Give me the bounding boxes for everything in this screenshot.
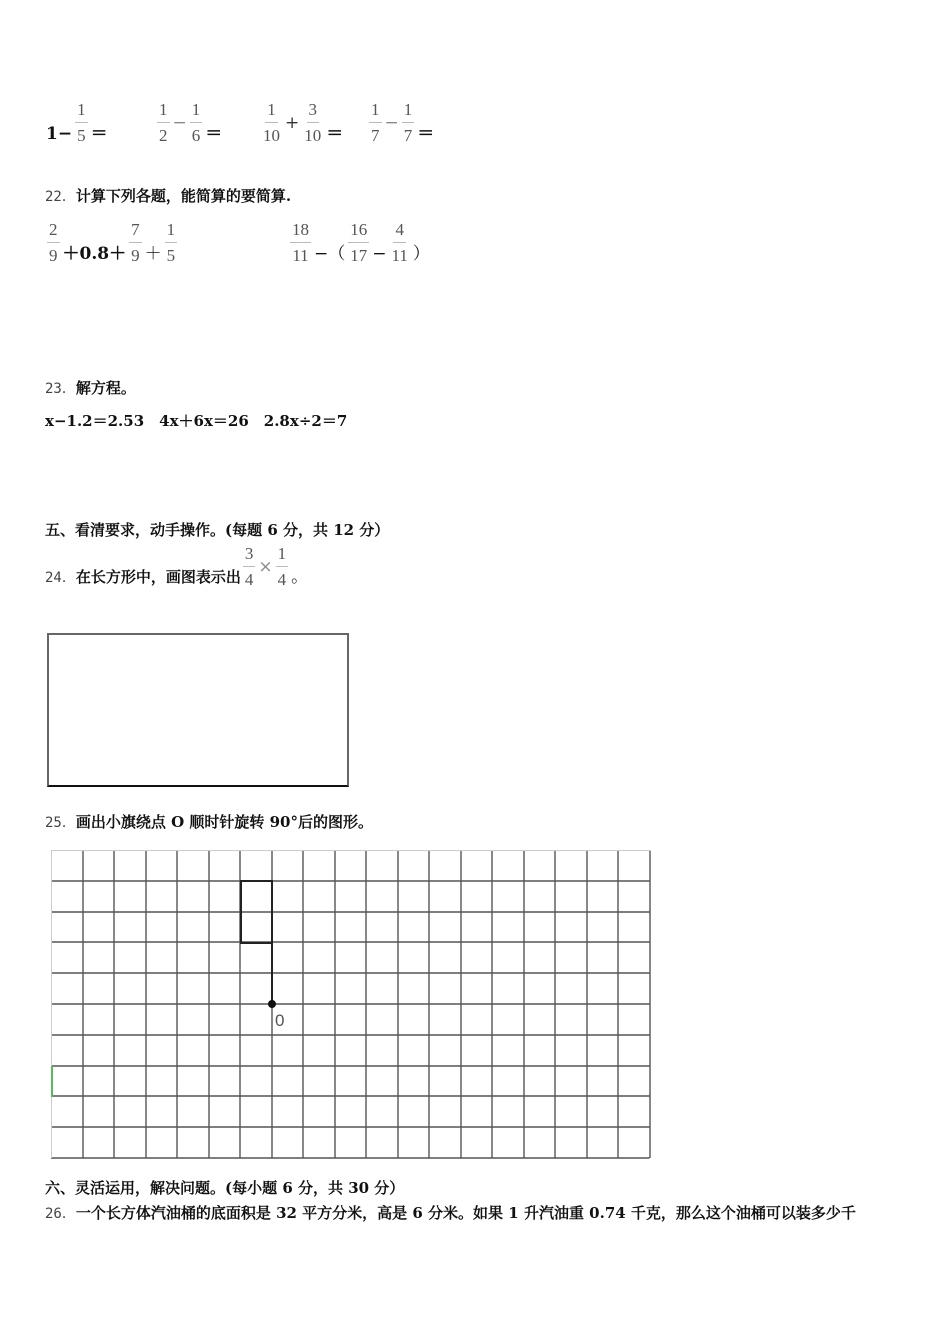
pivot-point-o — [268, 1000, 276, 1008]
fraction: $\frac{1}{5}$ — [77, 100, 86, 145]
section-6-heading: 六、灵活运用，解决问题。(每小题 6 分，共 30 分） — [45, 1179, 405, 1197]
question-number: 26． — [45, 1206, 76, 1222]
fraction: $\frac{1}{10}$ — [263, 100, 280, 145]
plus-operator: + — [285, 113, 300, 133]
fraction: $\frac{1}{6}$ — [191, 100, 201, 145]
expression-middle: ＋0.8＋ — [62, 244, 127, 264]
minus-operator: − — [372, 244, 387, 264]
q25-heading — [45, 812, 373, 833]
fraction: $\frac{2}{9}$ — [49, 220, 58, 265]
flag-shape — [241, 881, 272, 1004]
fraction: $\frac{1}{7}$ — [371, 100, 380, 145]
equals-sign: ＝ — [326, 124, 344, 144]
q22-heading — [45, 186, 291, 207]
q22-expression-2 — [288, 220, 431, 266]
plus-operator: ＋ — [144, 244, 162, 264]
minus-operator: − — [172, 113, 187, 133]
question-title: 在长方形中，画图表示出 — [75, 568, 241, 586]
rotation-grid[interactable] — [51, 850, 653, 1166]
expr-seventh-minus-seventh — [367, 100, 435, 146]
equals-sign: ＝ — [417, 124, 435, 144]
expression-middle: −（ — [314, 244, 346, 264]
pivot-label: 0 — [275, 1011, 285, 1030]
question-number: 22． — [45, 189, 76, 205]
drawing-rectangle[interactable] — [47, 633, 349, 787]
expr-tenth-plus-three-tenths — [259, 100, 344, 146]
equals-sign: ＝ — [205, 124, 223, 144]
q26-text — [45, 1203, 856, 1224]
question-title: 计算下列各题，能简算的要简算. — [75, 187, 292, 205]
close-paren: ） — [412, 244, 430, 264]
fraction: $\frac{1}{4}$ — [277, 544, 287, 589]
section-5-heading: 五、看清要求，动手操作。(每题 6 分，共 12 分） — [45, 521, 390, 539]
fraction: $\frac{16}{17}$ — [350, 220, 368, 265]
question-number: 25． — [45, 815, 76, 831]
equals-sign: ＝ — [90, 124, 108, 144]
q23-heading — [45, 378, 136, 399]
minus-operator: − — [384, 113, 399, 133]
question-title: 画出小旗绕点 O 顺时针旋转 90°后的图形。 — [75, 813, 373, 831]
grid-svg — [51, 850, 653, 1162]
q24-heading — [45, 544, 309, 590]
expr-prefix: 1− — [46, 124, 73, 144]
fraction: $\frac{3}{4}$ — [244, 544, 254, 589]
fraction: $\frac{4}{11}$ — [391, 220, 408, 265]
fraction: $\frac{1}{2}$ — [159, 100, 168, 145]
fraction: $\frac{1}{7}$ — [403, 100, 413, 145]
question-title: 解方程。 — [75, 379, 136, 397]
expr-1-minus-1-5 — [45, 100, 109, 146]
grid-lines — [51, 850, 650, 1158]
question-text: 一个长方体汽油桶的底面积是 32 平方分米，高是 6 分米。如果 1 升汽油重 0.74 千克，那么这个油桶可以装多少千 — [75, 1204, 856, 1222]
question-number: 24． — [45, 570, 76, 586]
times-operator: × — [258, 557, 273, 577]
period: 。 — [291, 567, 309, 587]
expr-half-minus-sixth — [155, 100, 223, 146]
q22-expression-1 — [45, 220, 179, 266]
fraction: $\frac{7}{9}$ — [131, 220, 140, 265]
fraction: $\frac{1}{5}$ — [166, 220, 176, 265]
question-number: 23． — [45, 381, 76, 397]
fraction: $\frac{18}{11}$ — [292, 220, 309, 265]
q23-equations: x−1.2＝2.53 4x＋6x＝26 2.8x÷2＝7 — [45, 412, 348, 430]
fraction: $\frac{3}{10}$ — [304, 100, 322, 145]
